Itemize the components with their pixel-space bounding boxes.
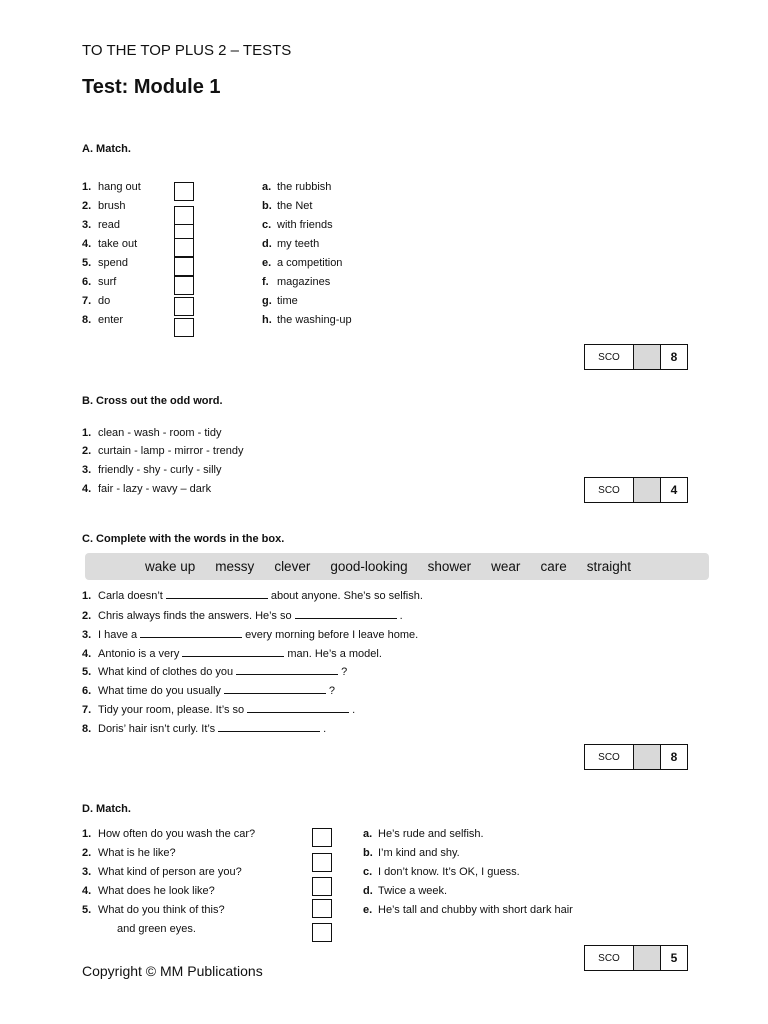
match-item (82, 256, 128, 270)
item-number: 3. (82, 464, 92, 476)
item-text: spend (98, 257, 128, 269)
gap-sentence (82, 721, 326, 735)
gap-sentence (82, 608, 403, 622)
box-word: shower (427, 559, 472, 574)
section-b-score (584, 477, 688, 503)
section-d-title: D. Match. (82, 803, 131, 815)
answer-box[interactable] (312, 853, 332, 872)
answer-box[interactable] (312, 899, 332, 918)
item-text: brush (98, 200, 126, 212)
answer-option (363, 903, 573, 917)
answer-blank[interactable] (166, 588, 268, 599)
item-text: enter (98, 314, 124, 326)
answer-option (363, 884, 447, 898)
sentence-end: . (352, 704, 356, 716)
continuation-text: and green eyes. (117, 923, 196, 935)
item-number: 1. (82, 590, 92, 602)
answer-box[interactable] (312, 828, 332, 847)
odd-word-item (82, 463, 221, 477)
score-input[interactable] (634, 745, 661, 769)
answer-blank[interactable] (295, 608, 397, 619)
section-b-title: B. Cross out the odd word. (82, 395, 223, 407)
gap-sentence (82, 664, 347, 678)
option-letter: a. (262, 181, 272, 193)
item-number: 5. (82, 904, 92, 916)
item-number: 8. (82, 723, 92, 735)
sentence-end: . (399, 610, 403, 622)
answer-blank[interactable] (140, 627, 242, 638)
item-number: 8. (82, 314, 92, 326)
option-text: the rubbish (277, 181, 332, 193)
score-input[interactable] (634, 946, 661, 970)
sentence-end: . (323, 723, 327, 735)
match-item (82, 275, 116, 289)
item-number: 5. (82, 666, 92, 678)
match-option (262, 199, 312, 213)
gap-sentence (82, 588, 423, 602)
box-word: messy (215, 559, 255, 574)
score-label: SCO (585, 946, 634, 970)
option-letter: d. (363, 885, 373, 897)
item-text: fair - lazy - wavy – dark (98, 483, 212, 495)
section-a-title: A. Match. (82, 143, 131, 155)
answer-box[interactable] (174, 318, 194, 337)
match-option (262, 237, 319, 251)
sentence-start: Antonio is a very (98, 648, 180, 660)
answer-blank[interactable] (236, 664, 338, 675)
box-word: wear (491, 559, 521, 574)
item-text: hang out (98, 181, 141, 193)
sentence-start: Carla doesn’t (98, 590, 163, 602)
sentence-end: every morning before I leave home. (245, 629, 419, 641)
answer-box[interactable] (312, 877, 332, 896)
score-total: 5 (670, 951, 678, 965)
item-number: 6. (82, 685, 92, 697)
answer-box[interactable] (174, 297, 194, 316)
item-text: What does he look like? (98, 885, 215, 897)
option-letter: c. (262, 219, 272, 231)
item-text: What is he like? (98, 847, 176, 859)
option-text: a competition (277, 257, 343, 269)
question-item (82, 827, 255, 841)
answer-box[interactable] (174, 257, 194, 276)
question-item (82, 846, 176, 860)
item-number: 2. (82, 847, 92, 859)
item-number: 3. (82, 629, 92, 641)
sentence-end: man. He’s a model. (287, 648, 382, 660)
answer-box[interactable] (174, 276, 194, 295)
answer-option (363, 846, 460, 860)
item-number: 4. (82, 238, 92, 250)
box-word: wake up (145, 559, 196, 574)
option-letter: c. (363, 866, 373, 878)
option-text: my teeth (277, 238, 320, 250)
option-text: with friends (277, 219, 333, 231)
match-option (262, 313, 352, 327)
gap-sentence (82, 627, 418, 641)
sentence-end: ? (328, 685, 336, 697)
option-letter: f. (262, 276, 269, 288)
item-number: 7. (82, 295, 92, 307)
match-option (262, 218, 333, 232)
item-text: curtain - lamp - mirror - trendy (98, 445, 244, 457)
question-item (82, 884, 215, 898)
item-text: clean - wash - room - tidy (98, 427, 222, 439)
match-item (82, 237, 137, 251)
score-total: 8 (670, 350, 678, 364)
section-a-score (584, 344, 688, 370)
item-text: surf (98, 276, 117, 288)
item-text: How often do you wash the car? (98, 828, 256, 840)
option-text: the Net (277, 200, 313, 212)
answer-box[interactable] (174, 182, 194, 201)
option-letter: d. (262, 238, 272, 250)
box-word: straight (586, 559, 631, 574)
match-option (262, 294, 298, 308)
option-text: magazines (277, 276, 331, 288)
section-c-title: C. Complete with the words in the box. (82, 533, 285, 545)
option-letter: h. (262, 314, 272, 326)
item-text: What kind of person are you? (98, 866, 242, 878)
item-number: 1. (82, 427, 92, 439)
match-option (262, 180, 331, 194)
item-text: take out (98, 238, 138, 250)
sentence-start: What time do you usually (98, 685, 221, 697)
answer-option (363, 827, 484, 841)
gap-sentence (82, 683, 335, 697)
match-option (262, 275, 330, 289)
option-text: I don’t know. It’s OK, I guess. (378, 866, 520, 878)
option-letter: b. (363, 847, 373, 859)
item-text: do (98, 295, 111, 307)
item-number: 4. (82, 648, 92, 660)
gap-sentence (82, 702, 355, 716)
series-title: TO THE TOP PLUS 2 – TESTS (82, 42, 292, 59)
section-c-score (584, 744, 688, 770)
answer-box[interactable] (312, 923, 332, 942)
match-item (82, 199, 126, 213)
gap-sentence (82, 646, 382, 660)
option-text: Twice a week. (378, 885, 448, 897)
score-label: SCO (585, 478, 634, 502)
option-text: I’m kind and shy. (378, 847, 460, 859)
odd-word-item (82, 482, 211, 496)
box-word: clever (274, 559, 311, 574)
match-option (262, 256, 342, 270)
sentence-start: Tidy your room, please. It’s so (98, 704, 245, 716)
answer-blank[interactable] (247, 702, 349, 713)
item-number: 4. (82, 885, 92, 897)
item-number: 1. (82, 181, 92, 193)
item-text: What do you think of this? (98, 904, 225, 916)
match-item (82, 294, 110, 308)
item-number: 5. (82, 257, 92, 269)
item-number: 7. (82, 704, 92, 716)
item-number: 2. (82, 610, 92, 622)
score-input[interactable] (634, 345, 661, 369)
odd-word-item (82, 426, 221, 440)
score-label: SCO (585, 345, 634, 369)
item-text: read (98, 219, 121, 231)
option-text: He’s tall and chubby with short dark hair (378, 904, 573, 916)
sentence-start: Doris’ hair isn’t curly. It’s (98, 723, 216, 735)
item-text: friendly - shy - curly - silly (98, 464, 222, 476)
option-text: He’s rude and selfish. (378, 828, 484, 840)
answer-box[interactable] (174, 206, 194, 225)
box-word: good-looking (330, 559, 408, 574)
section-d-score (584, 945, 688, 971)
question-item (82, 865, 242, 879)
item-number: 2. (82, 200, 92, 212)
sentence-end: about anyone. She’s so selfish. (270, 590, 423, 602)
item-number: 6. (82, 276, 92, 288)
option-letter: b. (262, 200, 272, 212)
option-letter: g. (262, 295, 272, 307)
sentence-start: Chris always finds the answers. He’s so (98, 610, 292, 622)
score-label: SCO (585, 745, 634, 769)
item-number: 3. (82, 866, 92, 878)
box-word: care (540, 559, 567, 574)
question-item (82, 903, 225, 917)
option-text: the washing-up (277, 314, 352, 326)
score-input[interactable] (634, 478, 661, 502)
option-letter: e. (363, 904, 373, 916)
odd-word-item (82, 444, 243, 458)
option-letter: a. (363, 828, 373, 840)
sentence-end: ? (341, 666, 348, 678)
answer-option (363, 865, 520, 879)
answer-blank[interactable] (224, 683, 326, 694)
word-box (85, 553, 709, 580)
answer-blank[interactable] (218, 721, 320, 732)
copyright: Copyright © MM Publications (82, 963, 263, 979)
item-number: 4. (82, 483, 92, 495)
option-letter: e. (262, 257, 272, 269)
score-total: 8 (670, 750, 678, 764)
match-item (82, 180, 141, 194)
option-text: time (277, 295, 298, 307)
answer-blank[interactable] (182, 646, 284, 657)
score-total: 4 (670, 483, 678, 497)
item-number: 2. (82, 445, 92, 457)
match-item (82, 313, 123, 327)
item-number: 3. (82, 219, 92, 231)
match-item (82, 218, 120, 232)
sentence-start: I have a (98, 629, 138, 641)
item-number: 1. (82, 828, 92, 840)
sentence-start: What kind of clothes do you (98, 666, 234, 678)
answer-box[interactable] (174, 238, 194, 257)
page-title: Test: Module 1 (82, 76, 221, 98)
